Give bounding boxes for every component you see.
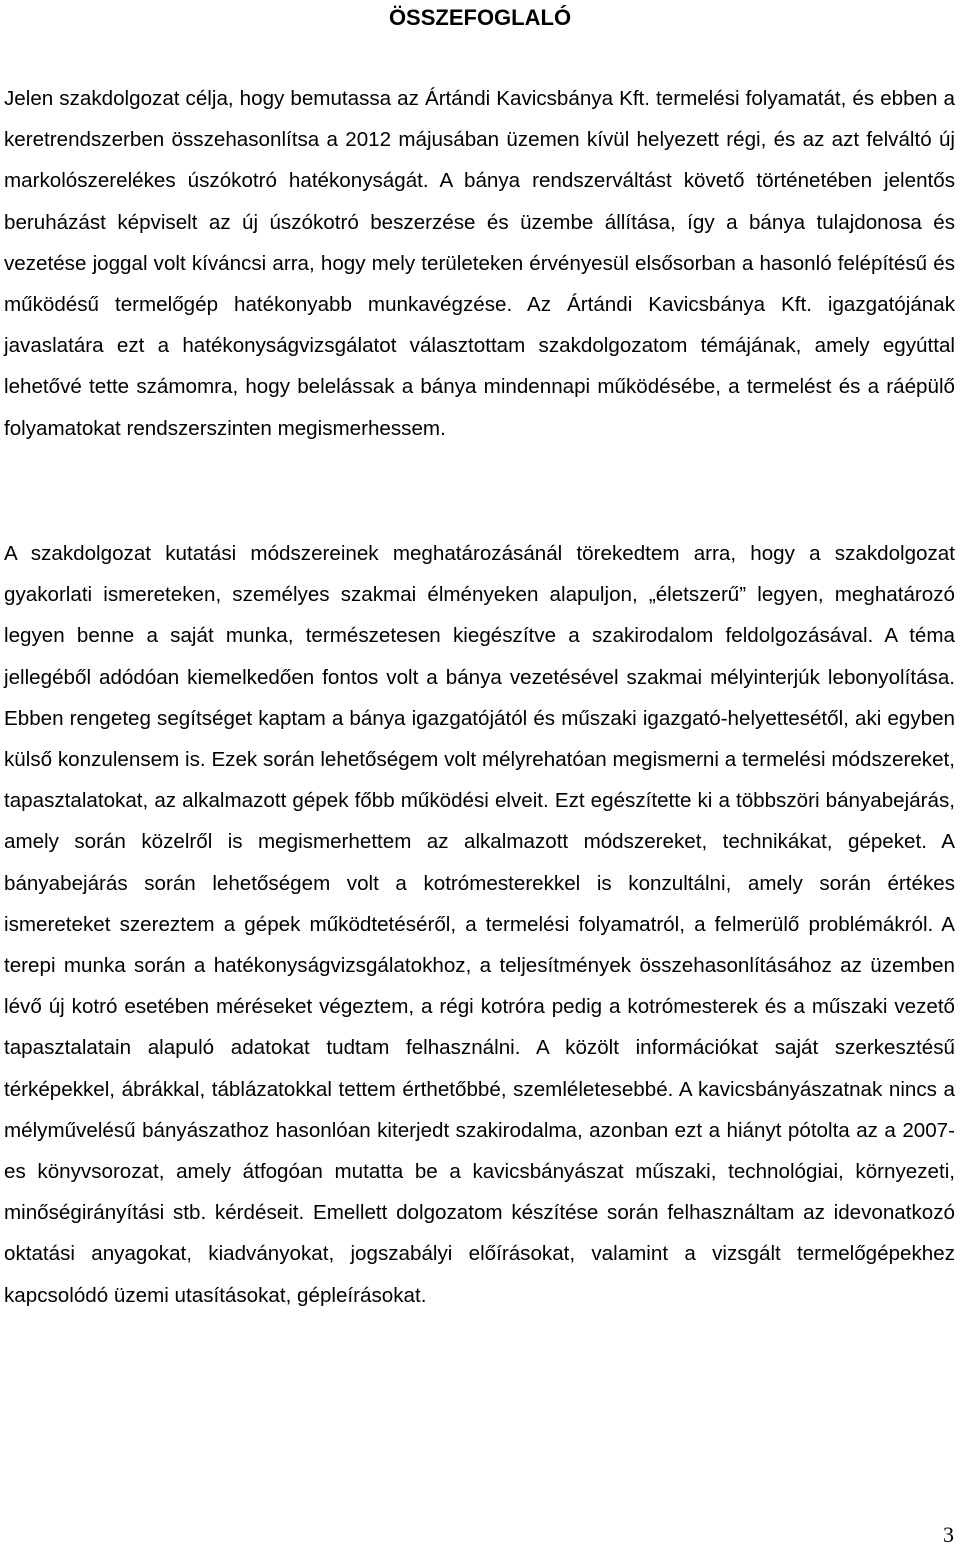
page-title: ÖSSZEFOGLALÓ (388, 5, 572, 30)
summary-paragraph-1: Jelen szakdolgozat célja, hogy bemutassa az Ártándi Kavicsbánya Kft. termelési folyamatát, és ebben a keretrendszerben összehasonlítsa a 2012 májusában üzemen kívül helyezett régi, és az azt felváltó új markolószerelékes úszókotró hatékonyságát. A bánya rendszerváltást követő történetében jelentős beruházást képviselt az új úszókotró beszerzése és üzembe állítása, így a bánya tulajdonosa és vezetése joggal volt kíváncsi arra, hogy mely területeken érvényesül elsősorban a hasonló felépítésű és működésű termelőgép hatékonyabb munkavégzése. Az Ártándi Kavicsbánya Kft. igazgatójának javaslatára ezt a hatékonyságvizsgálatot választottam szakdolgozatom témájának, amely egyúttal lehetővé tette számomra, hogy belelássak a bánya mindennapi működésébe, a termelést és a ráépülő folyamatokat rendszerszinten megismerhessem. (4, 87, 955, 440)
summary-paragraph-2: A szakdolgozat kutatási módszereinek meghatározásánál törekedtem arra, hogy a szakdolgozat gyakorlati ismereteken, személyes szakmai élményeken alapuljon, „életszerű” legyen, meghatározó legyen benne a saját munka, természetesen kiegészítve a szakirodalom feldolgozásával. A téma jellegéből adódóan kiemelkedően fontos volt a bánya vezetésével szakmai mélyinterjúk lebonyolítása. Ebben rengeteg segítséget kaptam a bánya igazgatójától és műszaki igazgató-helyettesétől, aki egyben külső konzulensem is. Ezek során lehetőségem volt mélyrehatóan megismerni a termelési módszereket, tapasztalatokat, az alkalmazott gépek főbb működési elveit. Ezt egészítette ki a többszöri bányabejárás, amely során közelről is megismerhettem az alkalmazott módszereket, technikákat, gépeket. A bányabejárás során lehetőségem volt a kotrómesterekkel is konzultálni, amely során értékes ismereteket szereztem a gépek működtetéséről, a termelési folyamatról, a felmerülő problémákról. A terepi munka során a hatékonyságvizsgálatokhoz, a teljesítmények összehasonlításához az üzemben lévő új kotró esetében méréseket végeztem, a régi kotróra pedig a kotrómesterek és a műszaki vezető tapasztalatain alapuló adatokat tudtam felhasználni. A közölt információkat saját szerkesztésű térképekkel, ábrákkal, táblázatokkal tettem érthetőbbé, szemléletesebbé. A kavicsbányászatnak nincs a mélyművelésű bányászathoz hasonlóan kiterjedt szakirodalma, azonban ezt a hiányt pótolta az a 2007-es könyvsorozat, amely átfogóan mutatta be a kavicsbányászat műszaki, technológiai, környezeti, minőségirányítási stb. kérdéseit. Emellett dolgozatom készítése során felhasználtam az idevonatkozó oktatási anyagokat, kiadványokat, jogszabályi előírásokat, valamint a vizsgált termelőgépekhez kapcsolódó üzemi utasításokat, gépleírásokat. (4, 542, 955, 1307)
page-number: 3 (943, 1522, 954, 1547)
